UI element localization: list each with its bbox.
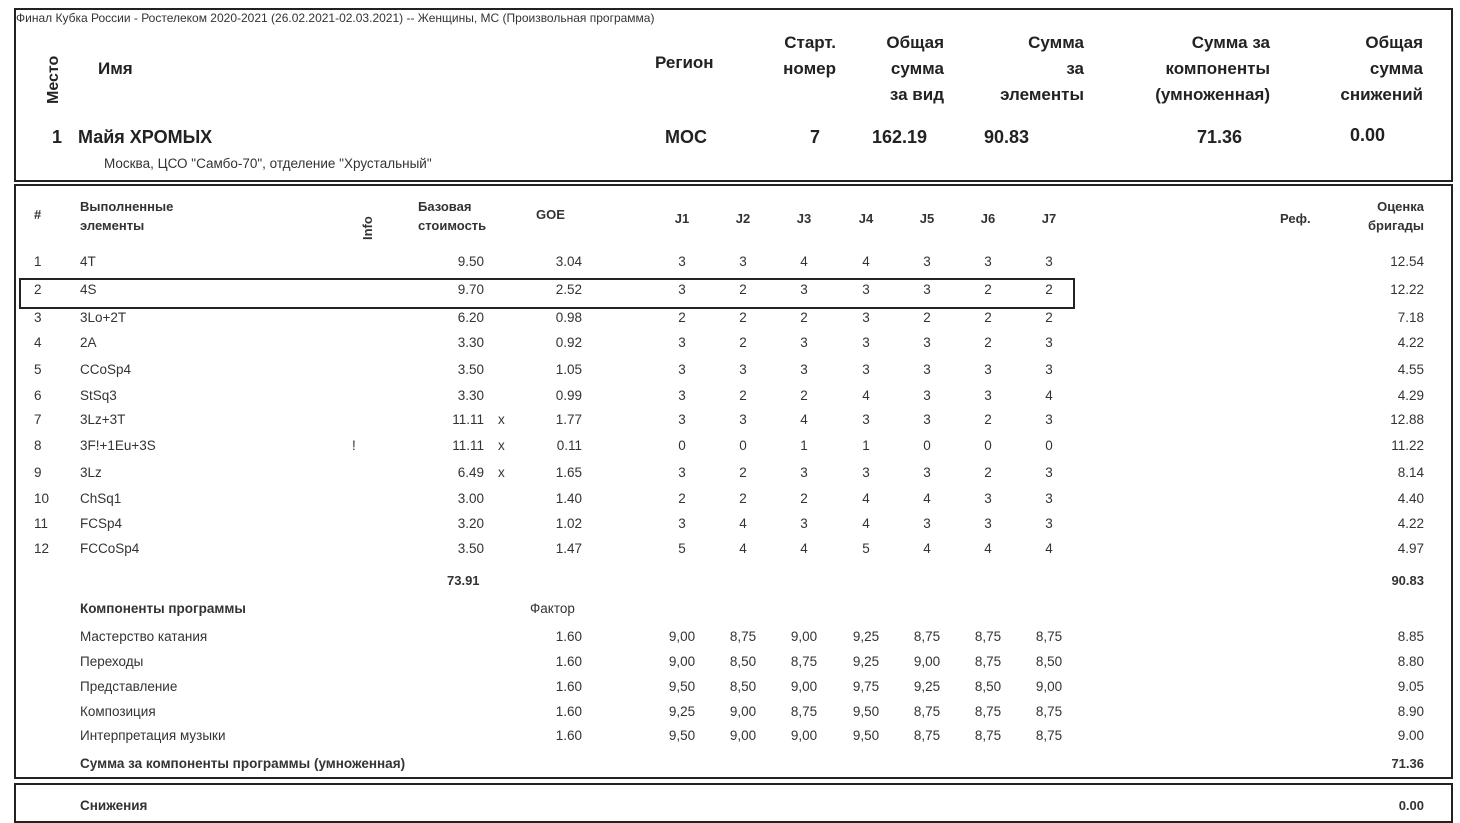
- goe-header: GOE: [536, 207, 565, 222]
- judge-score: 3: [1045, 412, 1053, 427]
- base-value-total: 73.91: [447, 573, 480, 588]
- judge-score: 3: [1045, 254, 1053, 269]
- element-number: 7: [34, 412, 42, 427]
- element-panel-score: 7.18: [1397, 310, 1424, 325]
- element-base-value: 9.70: [457, 282, 484, 297]
- panel-score-header: Оценка бригады: [1368, 199, 1424, 233]
- judge-score: 4: [1045, 541, 1053, 556]
- element-goe: 0.99: [555, 388, 582, 403]
- component-score: 8.85: [1397, 629, 1424, 644]
- component-judge-score: 8,50: [729, 654, 757, 669]
- component-judge-score: 9,25: [852, 629, 880, 644]
- judge-score: 3: [1045, 335, 1053, 350]
- component-judge-score: 9,50: [852, 704, 880, 719]
- component-judge-score: 9,00: [790, 728, 818, 743]
- judge-score: 2: [678, 491, 686, 506]
- judge-score: 2: [984, 282, 992, 297]
- judge-score: 0: [1045, 438, 1053, 453]
- component-judge-score: 9,50: [668, 728, 696, 743]
- judge-score: 3: [800, 362, 808, 377]
- judge-score: 1: [862, 438, 870, 453]
- judge-score: 2: [984, 465, 992, 480]
- element-name: 4T: [80, 254, 96, 269]
- element-bonus-mark: x: [498, 412, 505, 427]
- component-score: 9.05: [1397, 679, 1424, 694]
- element-base-value: 9.50: [457, 254, 484, 269]
- component-name: Переходы: [80, 654, 144, 669]
- judge-score: 0: [678, 438, 686, 453]
- judge-score: 3: [800, 335, 808, 350]
- skater-name: Майя ХРОМЫХ: [78, 127, 213, 147]
- judge-score: 5: [862, 541, 870, 556]
- judge-score: 2: [984, 335, 992, 350]
- judge-score: 3: [800, 282, 808, 297]
- component-judge-score: 8,75: [974, 728, 1002, 743]
- elements-total: 90.83: [1391, 573, 1424, 588]
- judge-score: 3: [862, 465, 870, 480]
- component-score: 9.00: [1397, 728, 1424, 743]
- judge-score: 3: [739, 412, 747, 427]
- element-bonus-mark: x: [498, 438, 505, 453]
- element-base-value: 3.30: [457, 388, 484, 403]
- element-name: 3Lz: [80, 465, 102, 480]
- element-name: 4S: [80, 282, 97, 297]
- judge-score: 4: [923, 541, 931, 556]
- component-name: Представление: [80, 679, 178, 694]
- skater-region: MOC: [665, 127, 707, 147]
- judge-score: 4: [984, 541, 992, 556]
- component-judge-score: 8,75: [729, 629, 757, 644]
- judge-score: 5: [678, 541, 686, 556]
- element-name: 2A: [80, 335, 97, 350]
- judge-score: 3: [923, 516, 931, 531]
- element-number: 10: [34, 491, 50, 506]
- component-factor: 1.60: [555, 629, 582, 644]
- judge-score: 3: [678, 412, 686, 427]
- judge-score: 3: [1045, 362, 1053, 377]
- deductions-box: [14, 783, 1453, 823]
- judge-score: 3: [1045, 465, 1053, 480]
- element-goe: 1.47: [555, 541, 582, 556]
- judge-score: 3: [739, 362, 747, 377]
- factor-header: Фактор: [530, 601, 575, 616]
- judge-score: 2: [739, 491, 747, 506]
- element-name: StSq3: [80, 388, 117, 403]
- element-goe: 1.40: [555, 491, 582, 506]
- component-judge-score: 8,75: [974, 704, 1002, 719]
- component-judge-score: 9,00: [913, 654, 941, 669]
- element-name: 3Lo+2T: [80, 310, 127, 325]
- skater-tes: 90.83: [984, 127, 1030, 147]
- element-number: 11: [34, 516, 49, 531]
- region-header: Регион: [655, 53, 714, 72]
- judge-header-2: J2: [735, 211, 751, 226]
- element-goe: 1.05: [555, 362, 582, 377]
- element-goe: 1.77: [555, 412, 582, 427]
- deductions-header: Общая сумма снижений: [1340, 33, 1423, 104]
- judge-header-5: J5: [919, 211, 935, 226]
- judge-score: 2: [739, 388, 747, 403]
- components-sum-label: Сумма за компоненты программы (умноженная): [80, 756, 406, 771]
- component-judge-score: 8,75: [974, 629, 1002, 644]
- judge-score: 4: [739, 541, 747, 556]
- judge-score: 4: [800, 412, 808, 427]
- element-number: 1: [34, 254, 42, 269]
- element-goe: 0.92: [555, 335, 582, 350]
- judge-score: 3: [1045, 516, 1053, 531]
- component-judge-score: 8,75: [974, 654, 1002, 669]
- component-judge-score: 9,25: [913, 679, 941, 694]
- element-panel-score: 4.40: [1397, 491, 1424, 506]
- judge-score: 3: [800, 465, 808, 480]
- element-number: 12: [34, 541, 50, 556]
- judge-score: 4: [739, 516, 747, 531]
- deductions-value: 0.00: [1398, 798, 1424, 813]
- judge-score: 4: [862, 491, 870, 506]
- judge-score: 2: [739, 310, 747, 325]
- component-judge-score: 8,75: [1035, 629, 1063, 644]
- element-panel-score: 4.22: [1397, 335, 1424, 350]
- judge-score: 2: [984, 412, 992, 427]
- component-score: 8.80: [1397, 654, 1424, 669]
- element-info: !: [352, 438, 356, 453]
- judge-score: 4: [862, 516, 870, 531]
- component-judge-score: 9,50: [852, 728, 880, 743]
- element-name: ChSq1: [80, 491, 122, 506]
- element-name: FCCoSp4: [80, 541, 140, 556]
- component-judge-score: 9,00: [790, 629, 818, 644]
- judge-score: 3: [862, 310, 870, 325]
- component-judge-score: 8,75: [1035, 704, 1063, 719]
- element-base-value: 3.30: [457, 335, 484, 350]
- element-base-value: 3.50: [457, 362, 484, 377]
- judge-score: 3: [984, 388, 992, 403]
- component-judge-score: 9,75: [852, 679, 880, 694]
- judge-score: 3: [739, 254, 747, 269]
- element-number: 9: [34, 465, 42, 480]
- judge-score: 3: [984, 491, 992, 506]
- component-judge-score: 8,75: [913, 629, 941, 644]
- component-name: Интерпретация музыки: [80, 728, 226, 743]
- component-judge-score: 8,50: [974, 679, 1002, 694]
- judge-score: 3: [678, 254, 686, 269]
- judge-score: 3: [678, 282, 686, 297]
- judge-score: 4: [800, 254, 808, 269]
- elements-score-header: Сумма за элементы: [1000, 33, 1084, 104]
- num-header: #: [34, 207, 42, 222]
- element-goe: 1.02: [555, 516, 582, 531]
- judge-score: 3: [923, 335, 931, 350]
- judge-score: 2: [1045, 310, 1053, 325]
- element-bonus-mark: x: [498, 465, 505, 480]
- judge-score: 3: [923, 412, 931, 427]
- judge-score: 3: [862, 412, 870, 427]
- judge-score: 3: [984, 362, 992, 377]
- element-base-value: 6.49: [457, 465, 484, 480]
- skater-club: Москва, ЦСО "Самбо-70", отделение "Хрустальный": [104, 156, 432, 171]
- judge-score: 0: [739, 438, 747, 453]
- element-panel-score: 12.22: [1390, 282, 1424, 297]
- element-base-value: 11.11: [452, 412, 484, 427]
- judge-header-4: J4: [858, 211, 874, 226]
- component-judge-score: 8,75: [913, 704, 941, 719]
- element-panel-score: 4.22: [1397, 516, 1424, 531]
- element-panel-score: 8.14: [1397, 465, 1424, 480]
- element-base-value: 11.11: [452, 438, 484, 453]
- skater-rank: 1: [52, 127, 63, 147]
- element-goe: 3.04: [555, 254, 582, 269]
- judge-score: 2: [739, 465, 747, 480]
- judge-score: 2: [739, 335, 747, 350]
- judge-score: 4: [923, 491, 931, 506]
- skater-pcs: 71.36: [1197, 127, 1243, 147]
- element-name: CCoSp4: [80, 362, 132, 377]
- judge-score: 2: [800, 491, 808, 506]
- start-number-header: Старт. номер: [783, 33, 836, 78]
- judge-score: 0: [923, 438, 931, 453]
- component-factor: 1.60: [555, 704, 582, 719]
- judge-score: 2: [984, 310, 992, 325]
- judge-header-6: J6: [980, 211, 996, 226]
- components-sum-value: 71.36: [1391, 756, 1424, 771]
- skater-total: 162.19: [872, 127, 928, 147]
- component-judge-score: 8,50: [1035, 654, 1063, 669]
- judge-score: 2: [1045, 282, 1053, 297]
- judge-score: 2: [678, 310, 686, 325]
- judge-score: 3: [862, 282, 870, 297]
- element-goe: 0.11: [556, 438, 582, 453]
- element-panel-score: 4.29: [1397, 388, 1424, 403]
- judge-score: 3: [678, 388, 686, 403]
- element-goe: 2.52: [555, 282, 582, 297]
- element-base-value: 3.00: [457, 491, 484, 506]
- element-number: 2: [34, 282, 42, 297]
- component-factor: 1.60: [555, 654, 582, 669]
- judge-score: 4: [862, 388, 870, 403]
- component-judge-score: 9,00: [668, 629, 696, 644]
- element-goe: 1.65: [555, 465, 582, 480]
- event-caption: Финал Кубка России - Ростелеком 2020-2021 (26.02.2021-02.03.2021) -- Женщины, МС (Произвольная программа): [16, 11, 655, 25]
- judge-header-3: J3: [796, 211, 812, 226]
- component-judge-score: 8,50: [729, 679, 757, 694]
- component-judge-score: 9,50: [668, 679, 696, 694]
- element-name: 3Lz+3T: [80, 412, 126, 427]
- judge-score: 3: [923, 362, 931, 377]
- skater-start-number: 7: [809, 127, 820, 147]
- component-judge-score: 9,00: [729, 704, 757, 719]
- judge-score: 2: [739, 282, 747, 297]
- judge-score: 3: [678, 465, 686, 480]
- skater-deductions: 0.00: [1350, 125, 1386, 145]
- component-judge-score: 8,75: [1035, 728, 1063, 743]
- component-judge-score: 8,75: [913, 728, 941, 743]
- element-number: 4: [34, 335, 42, 350]
- element-number: 8: [34, 438, 42, 453]
- judge-score: 2: [800, 310, 808, 325]
- element-panel-score: 12.88: [1390, 412, 1424, 427]
- component-judge-score: 8,75: [790, 704, 818, 719]
- component-name: Композиция: [80, 704, 156, 719]
- info-header: Info: [360, 216, 375, 240]
- component-judge-score: 9,00: [729, 728, 757, 743]
- ref-header: Реф.: [1280, 211, 1311, 226]
- component-judge-score: 9,00: [790, 679, 818, 694]
- element-number: 6: [34, 388, 42, 403]
- component-score: 8.90: [1397, 704, 1424, 719]
- component-factor: 1.60: [555, 679, 582, 694]
- rank-header: Место: [45, 55, 62, 104]
- judge-score: 3: [984, 254, 992, 269]
- judge-score: 3: [678, 516, 686, 531]
- base-value-header: Базовая стоимость: [418, 199, 487, 233]
- judge-score: 3: [1045, 491, 1053, 506]
- component-name: Мастерство катания: [80, 629, 208, 644]
- judge-score: 4: [800, 541, 808, 556]
- judge-score: 2: [923, 310, 931, 325]
- element-goe: 0.98: [555, 310, 582, 325]
- judge-score: 3: [678, 335, 686, 350]
- judge-header-7: J7: [1041, 211, 1057, 226]
- judge-score: 3: [923, 388, 931, 403]
- deductions-label: Снижения: [80, 798, 148, 813]
- judge-score: 1: [800, 438, 808, 453]
- judge-score: 3: [923, 254, 931, 269]
- element-panel-score: 4.97: [1397, 541, 1424, 556]
- element-panel-score: 12.54: [1390, 254, 1424, 269]
- judge-score: 4: [862, 254, 870, 269]
- element-base-value: 6.20: [457, 310, 484, 325]
- judge-score: 3: [678, 362, 686, 377]
- component-judge-score: 9,00: [1035, 679, 1063, 694]
- judge-score: 2: [800, 388, 808, 403]
- element-name: 3F!+1Eu+3S: [80, 438, 156, 453]
- judge-score: 3: [800, 516, 808, 531]
- component-judge-score: 9,25: [852, 654, 880, 669]
- component-judge-score: 9,25: [668, 704, 696, 719]
- judge-score: 4: [1045, 388, 1053, 403]
- name-header: Имя: [98, 59, 133, 78]
- judge-score: 3: [862, 335, 870, 350]
- components-title: Компоненты программы: [80, 601, 246, 616]
- element-number: 3: [34, 310, 42, 325]
- total-score-header: Общая сумма за вид: [886, 33, 944, 104]
- judge-score: 3: [923, 465, 931, 480]
- element-base-value: 3.50: [457, 541, 484, 556]
- components-score-header: Сумма за компоненты (умноженная): [1155, 33, 1270, 104]
- component-judge-score: 8,75: [790, 654, 818, 669]
- element-name: FCSp4: [80, 516, 123, 531]
- judge-score: 3: [984, 516, 992, 531]
- judge-score: 3: [862, 362, 870, 377]
- element-base-value: 3.20: [457, 516, 484, 531]
- element-panel-score: 4.55: [1397, 362, 1424, 377]
- judge-score: 0: [984, 438, 992, 453]
- element-panel-score: 11.22: [1391, 438, 1424, 453]
- judge-header-1: J1: [674, 211, 690, 226]
- component-factor: 1.60: [555, 728, 582, 743]
- judge-score: 3: [923, 282, 931, 297]
- element-number: 5: [34, 362, 42, 377]
- component-judge-score: 9,00: [668, 654, 696, 669]
- executed-elements-header: Выполненные элементы: [80, 199, 174, 233]
